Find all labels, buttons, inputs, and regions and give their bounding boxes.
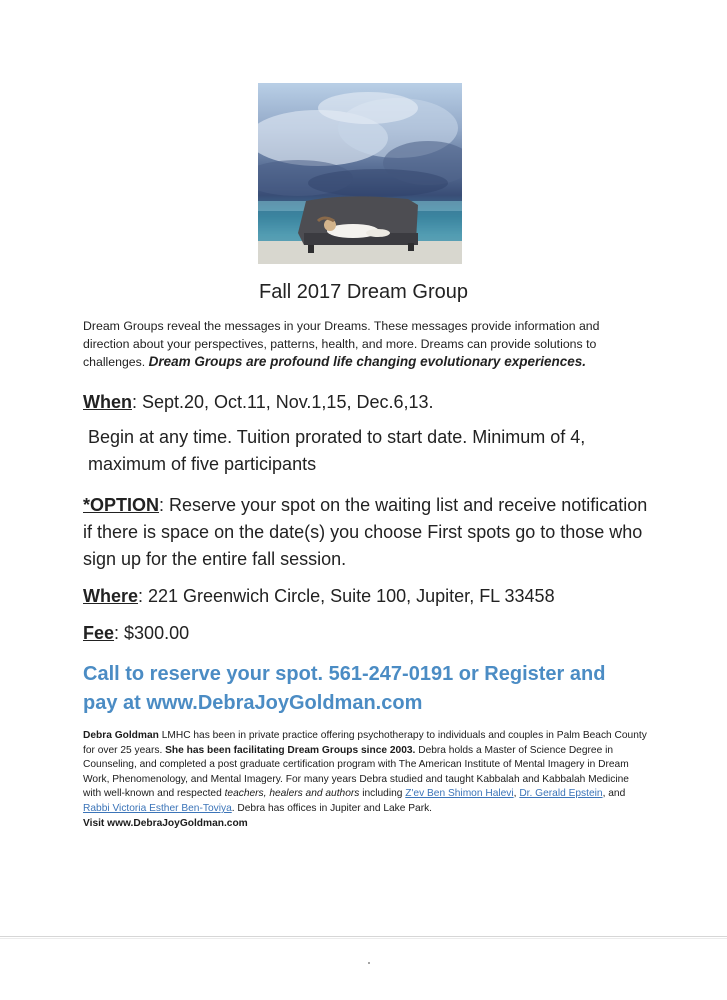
where-value: : 221 Greenwich Circle, Suite 100, Jupiter, FL 33458: [138, 586, 555, 606]
where-label: Where: [83, 586, 139, 606]
link-zev-ben-shimon-halevi[interactable]: Z'ev Ben Shimon Halevi: [405, 788, 514, 800]
option-label: *OPTION: [83, 495, 160, 515]
fee-label: Fee: [83, 623, 115, 643]
when-label: When: [83, 392, 132, 412]
bio-sep-2: , and: [602, 788, 626, 800]
when-value: : Sept.20, Oct.11, Nov.1,15, Dec.6,13.: [132, 392, 434, 412]
scan-speck: [368, 962, 370, 964]
bio-paragraph: [83, 729, 648, 831]
bio-sep-1: ,: [513, 788, 520, 800]
bio-visit: Visit www.DebraJoyGoldman.com: [83, 817, 248, 829]
intro-paragraph: [83, 318, 643, 372]
link-rabbi-victoria-esther-ben-toviya[interactable]: Rabbi Victoria Esther Ben-Toviya: [83, 802, 232, 814]
bio-italic-text: teachers, healers and authors: [224, 788, 360, 800]
link-dr-gerald-epstein[interactable]: Dr. Gerald Epstein: [519, 788, 603, 800]
scan-divider-faint: [0, 938, 727, 939]
intro-text: Dream Groups reveal the messages in your Dreams. These messages provide information and direction about your perspectives, patterns, health, and more. Dreams can provide solutions to challenges.: [83, 319, 600, 369]
where-row: [83, 583, 683, 610]
scan-divider: [0, 936, 727, 937]
intro-emphasis: Dream Groups are profound life changing evolutionary experiences.: [148, 354, 586, 369]
sky-ocean-sofa-image: [258, 83, 462, 264]
page-title: Fall 2017 Dream Group: [259, 281, 468, 303]
call-to-action: Call to reserve your spot. 561-247-0191 or Register and pay at www.DebraJoyGoldman.com: [83, 663, 606, 714]
bio-text-3: including: [359, 788, 406, 800]
bio-bold-text: She has been facilitating Dream Groups since 2003.: [165, 744, 416, 756]
bio-text-2: Debra holds a Master of Science Degree in Counseling, and completed a post graduate certification program with The American Institute of Mental Imagery in Dream Work, Phenomenology, and Mental Imagery. For many years Debra studied and taught Kabbalah and Kabbalah Medicine with well-known and respected: [83, 744, 629, 800]
begin-paragraph: Begin at any time. Tuition prorated to start date. Minimum of 4, maximum of five participants: [88, 427, 586, 474]
fee-value: : $300.00: [114, 623, 190, 643]
bio-name: Debra Goldman: [83, 730, 159, 741]
bio-text-1: LMHC has been in private practice offering psychotherapy to individuals and couples in Palm Beach County for over 25 years.: [83, 730, 647, 756]
option-row: [83, 492, 653, 573]
dream-photo: [258, 83, 462, 264]
fee-row: [83, 620, 683, 647]
bio-text-4: . Debra has offices in Jupiter and Lake Park.: [231, 802, 433, 814]
when-row: [83, 389, 683, 416]
option-value: : Reserve your spot on the waiting list and receive notification if there is space on the date(s) you choose First spots go to those who sign up for the entire fall session.: [83, 495, 648, 569]
